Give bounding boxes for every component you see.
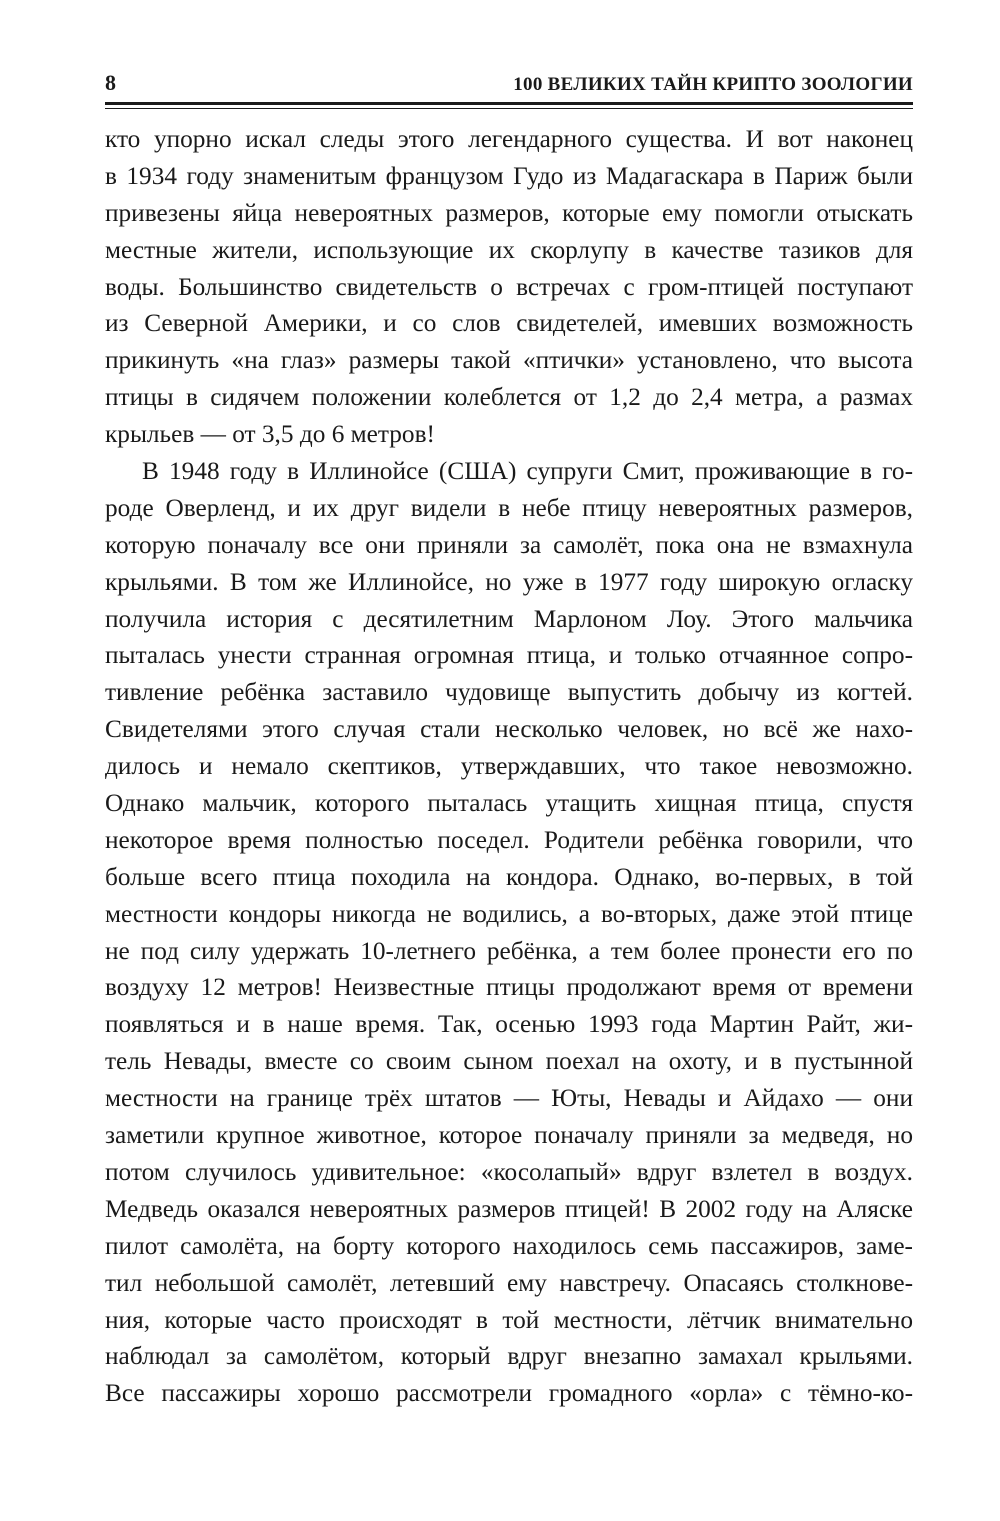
text-line: появляться и в наше время. Так, осенью 1993 года Мартин Райт, жи- bbox=[105, 1010, 913, 1039]
text-line: птицы в сидячем положении колеблется от 1,2 до 2,4 метра, а размах bbox=[105, 383, 913, 412]
text-line: получила история с десятилетним Марлоном Лоу. Этого мальчика bbox=[105, 604, 913, 633]
book-page bbox=[105, 70, 913, 1412]
text-line: воздуху 12 метров! Неизвестные птицы продолжают время от времени bbox=[105, 973, 913, 1002]
text-line: дилось и немало скептиков, утверждавших, что такое невозможно. bbox=[105, 752, 913, 781]
text-line: крыльев — от 3,5 до 6 метров! bbox=[105, 420, 435, 449]
page-header bbox=[105, 70, 913, 100]
text-line: воды. Большинство свидетельств о встречах с гром-птицей поступают bbox=[105, 272, 913, 301]
text-line: привезены яйца невероятных размеров, которые ему помогли отыскать bbox=[105, 198, 913, 227]
text-line: прикинуть «на глаз» размеры такой «птички» установлено, что высота bbox=[105, 346, 913, 375]
text-line: не под силу удержать 10-летнего ребёнка, а тем более пронести его по bbox=[105, 936, 913, 965]
text-line: кто упорно искал следы этого легендарного существа. И вот наконец bbox=[105, 125, 913, 153]
text-line: Однако мальчик, которого пыталась утащить хищная птица, спустя bbox=[105, 789, 913, 818]
text-line: В 1948 году в Иллинойсе (США) супруги Смит, проживающие в го- bbox=[142, 457, 913, 486]
paragraph bbox=[105, 453, 913, 1412]
text-line: роде Оверленд, и их друг видели в небе птицу невероятных размеров, bbox=[105, 493, 913, 522]
text-line: местные жители, использующие их скорлупу в качестве тазиков для bbox=[105, 235, 913, 264]
text-line: в 1934 году знаменитым французом Гудо из Мадагаскара в Париж были bbox=[105, 161, 913, 190]
text-line: потом случилось удивительное: «косолапый» вдруг взлетел в воздух. bbox=[105, 1157, 913, 1186]
text-line: тель Невады, вместе со своим сыном поехал на охоту, и в пустынной bbox=[105, 1047, 913, 1076]
header-rule-thick bbox=[105, 102, 913, 105]
page-number: 8 bbox=[105, 70, 116, 95]
text-line: заметили крупное животное, которое поначалу приняли за медведя, но bbox=[105, 1121, 913, 1150]
text-line: тивление ребёнка заставило чудовище выпустить добычу из когтей. bbox=[105, 678, 913, 707]
text-line: местности кондоры никогда не водились, а во-вторых, даже этой птице bbox=[105, 899, 913, 928]
text-line: из Северной Америки, и со слов свидетелей, имевших возможность bbox=[105, 309, 913, 338]
text-line: некоторое время полностью поседел. Родители ребёнка говорили, что bbox=[105, 825, 913, 854]
text-line: Все пассажиры хорошо рассмотрели громадного «орла» с тёмно-ко- bbox=[105, 1379, 913, 1408]
text-line: ния, которые часто происходят в той местности, лётчик внимательно bbox=[105, 1305, 913, 1334]
body-text bbox=[105, 121, 913, 1412]
text-line: пыталась унести странная огромная птица, и только отчаянное сопро- bbox=[105, 641, 913, 670]
text-line: пилот самолёта, на борту которого находилось семь пассажиров, заме- bbox=[105, 1231, 913, 1260]
text-line: тил небольшой самолёт, летевший ему навстречу. Опасаясь столкнове- bbox=[105, 1268, 913, 1297]
text-line: местности на границе трёх штатов — Юты, Невады и Айдахо — они bbox=[105, 1084, 913, 1113]
header-rule-thin bbox=[105, 108, 913, 109]
text-line: наблюдал за самолётом, который вдруг внезапно замахал крыльями. bbox=[105, 1342, 913, 1371]
text-line: крыльями. В том же Иллинойсе, но уже в 1977 году широкую огласку bbox=[105, 567, 913, 596]
text-line: Свидетелями этого случая стали несколько человек, но всё же нахо- bbox=[105, 715, 913, 744]
text-line: больше всего птица походила на кондора. Однако, во-первых, в той bbox=[105, 862, 913, 891]
paragraph bbox=[105, 121, 913, 453]
text-line: Медведь оказался невероятных размеров птицей! В 2002 году на Аляске bbox=[105, 1194, 913, 1223]
text-line: которую поначалу все они приняли за самолёт, пока она не взмахнула bbox=[105, 530, 913, 559]
running-title: 100 ВЕЛИКИХ ТАЙН КРИПТО ЗООЛОГИИ bbox=[513, 74, 913, 95]
